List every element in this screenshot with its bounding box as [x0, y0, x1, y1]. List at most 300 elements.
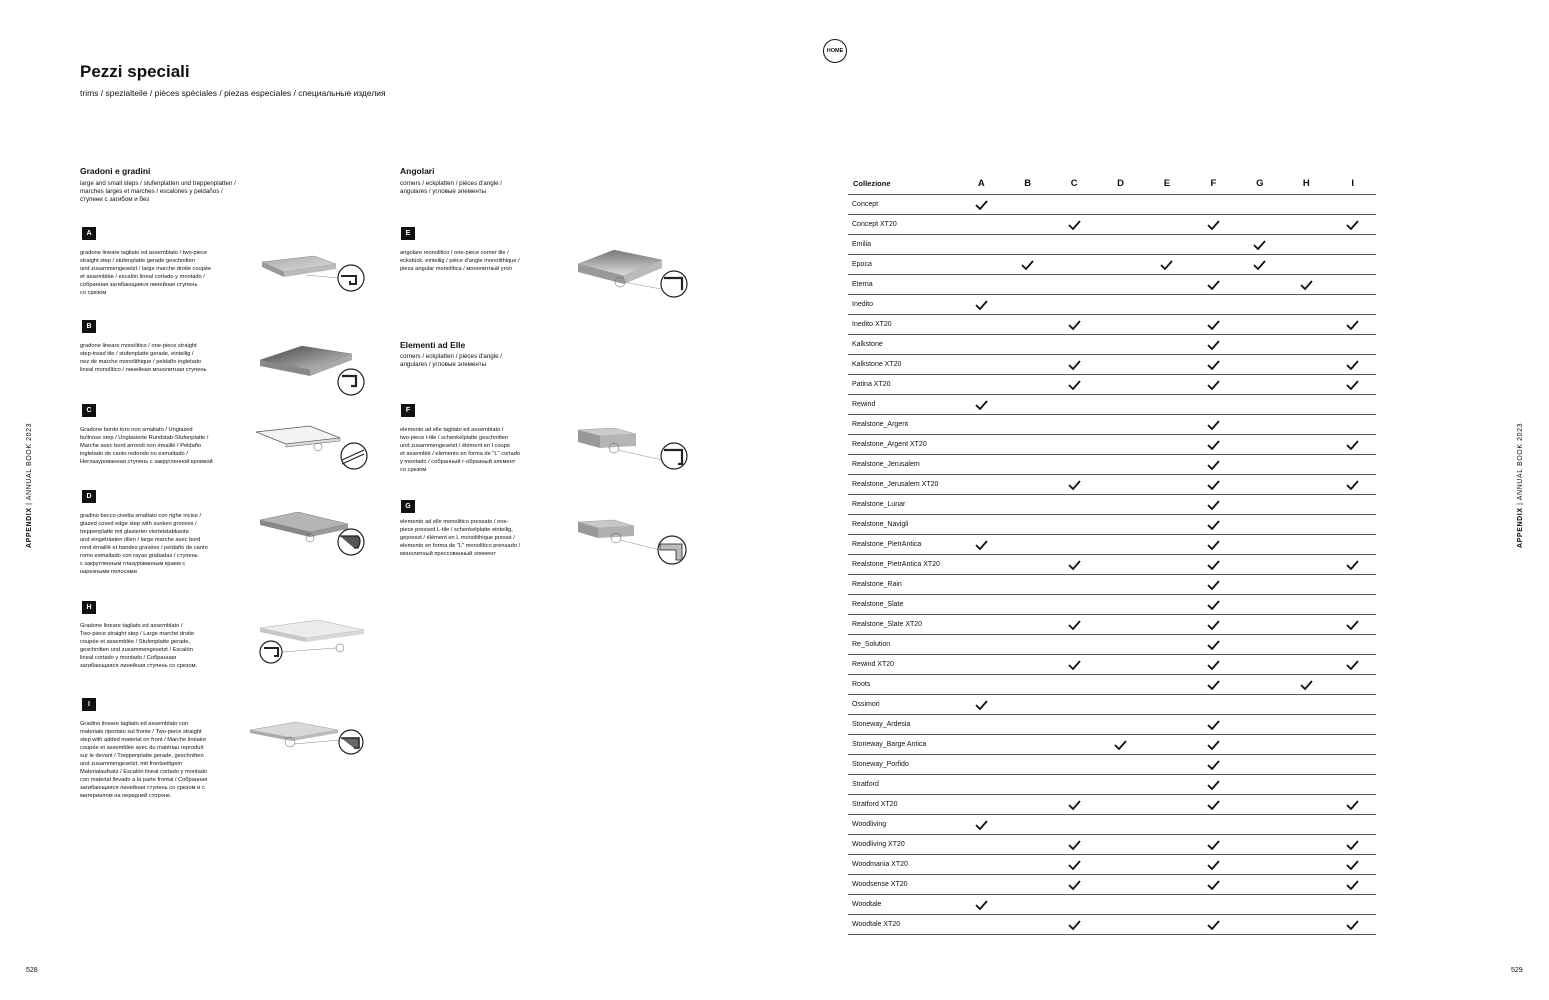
cell-c	[1051, 755, 1097, 775]
cell-g	[1237, 195, 1283, 215]
cell-a	[958, 215, 1004, 235]
cell-d	[1097, 915, 1143, 935]
cell-a	[958, 795, 1004, 815]
cell-f	[1190, 495, 1236, 515]
check-icon	[1207, 220, 1220, 230]
check-icon	[1207, 880, 1220, 890]
cell-e	[1144, 915, 1190, 935]
cell-c	[1051, 855, 1097, 875]
check-icon	[1068, 560, 1081, 570]
table-row	[848, 895, 1376, 915]
cell-a	[958, 295, 1004, 315]
cell-d	[1097, 535, 1143, 555]
cell-d	[1097, 515, 1143, 535]
cell-b	[1005, 715, 1051, 735]
cell-f	[1190, 295, 1236, 315]
cell-a	[958, 355, 1004, 375]
cell-d	[1097, 655, 1143, 675]
cell-b	[1005, 915, 1051, 935]
item-d-badge: D	[82, 490, 96, 503]
table-row	[848, 835, 1376, 855]
cell-h	[1283, 675, 1329, 695]
check-icon	[1207, 800, 1220, 810]
collection-name: Emilia	[848, 235, 958, 255]
steps-section-title: Gradoni e gradini	[80, 166, 151, 176]
left-sidebar-rest: | ANNUAL BOOK 2023	[26, 422, 33, 508]
item-d-illustration	[258, 508, 368, 558]
cell-c	[1051, 875, 1097, 895]
cell-d	[1097, 255, 1143, 275]
check-icon	[1207, 540, 1220, 550]
cell-a	[958, 315, 1004, 335]
cell-h	[1283, 635, 1329, 655]
cell-d	[1097, 295, 1143, 315]
cell-d	[1097, 635, 1143, 655]
cell-f	[1190, 575, 1236, 595]
cell-i	[1329, 875, 1376, 895]
check-icon	[1068, 860, 1081, 870]
cell-c	[1051, 315, 1097, 335]
item-e-illustration	[574, 246, 690, 302]
cell-h	[1283, 875, 1329, 895]
cell-d	[1097, 615, 1143, 635]
table-row	[848, 335, 1376, 355]
cell-g	[1237, 835, 1283, 855]
column-header-f: F	[1190, 172, 1236, 195]
cell-i	[1329, 495, 1376, 515]
cell-c	[1051, 415, 1097, 435]
cell-h	[1283, 515, 1329, 535]
page-number-right: 529	[1511, 967, 1523, 974]
cell-a	[958, 195, 1004, 215]
item-b-badge: B	[82, 320, 96, 333]
cell-d	[1097, 735, 1143, 755]
check-icon	[1207, 460, 1220, 470]
cell-d	[1097, 275, 1143, 295]
cell-h	[1283, 815, 1329, 835]
cell-h	[1283, 695, 1329, 715]
corners-section-subtitle: corners / eckplatten / pièces d'angle / angulares / угловые элементы	[400, 180, 502, 195]
cell-a	[958, 475, 1004, 495]
left-sidebar-bold: APPENDIX	[26, 507, 33, 548]
cell-h	[1283, 435, 1329, 455]
cell-h	[1283, 755, 1329, 775]
cell-i	[1329, 835, 1376, 855]
cell-d	[1097, 715, 1143, 735]
cell-i	[1329, 515, 1376, 535]
cell-h	[1283, 915, 1329, 935]
cell-c	[1051, 215, 1097, 235]
cell-d	[1097, 675, 1143, 695]
cell-i	[1329, 895, 1376, 915]
cell-i	[1329, 415, 1376, 435]
check-icon	[1068, 920, 1081, 930]
cell-f	[1190, 355, 1236, 375]
cell-g	[1237, 295, 1283, 315]
cell-f	[1190, 675, 1236, 695]
cell-h	[1283, 855, 1329, 875]
cell-h	[1283, 235, 1329, 255]
collection-name: Realstone_PietrAntica XT20	[848, 555, 958, 575]
cell-h	[1283, 715, 1329, 735]
cell-a	[958, 235, 1004, 255]
check-icon	[1207, 720, 1220, 730]
cell-b	[1005, 515, 1051, 535]
cell-b	[1005, 595, 1051, 615]
cell-i	[1329, 715, 1376, 735]
cell-g	[1237, 255, 1283, 275]
cell-c	[1051, 475, 1097, 495]
cell-c	[1051, 735, 1097, 755]
right-sidebar-bold: APPENDIX	[1517, 507, 1524, 548]
cell-b	[1005, 775, 1051, 795]
check-icon	[1346, 440, 1359, 450]
cell-h	[1283, 835, 1329, 855]
cell-g	[1237, 795, 1283, 815]
cell-b	[1005, 255, 1051, 275]
cell-e	[1144, 255, 1190, 275]
collection-name: Stoneway_Porfido	[848, 755, 958, 775]
collection-name: Woodliving XT20	[848, 835, 958, 855]
cell-h	[1283, 895, 1329, 915]
cell-f	[1190, 415, 1236, 435]
cell-g	[1237, 595, 1283, 615]
table-row	[848, 815, 1376, 835]
cell-f	[1190, 635, 1236, 655]
cell-g	[1237, 695, 1283, 715]
cell-g	[1237, 215, 1283, 235]
collection-name: Realstone_Navigli	[848, 515, 958, 535]
table-row	[848, 195, 1376, 215]
collection-name: Woodsense XT20	[848, 875, 958, 895]
cell-f	[1190, 555, 1236, 575]
cell-b	[1005, 335, 1051, 355]
cell-a	[958, 595, 1004, 615]
cell-f	[1190, 235, 1236, 255]
item-c-description: Gradone bordo toro non smaltato / Unglazed bullnose step / Unglasierte Rundstab-Stufenplatte / Marche avec bord arrondi non émaillé / Peldaño ingletado de canto redondo no esmaltado / Неглазурованная ступень с закругленной кромкой	[80, 427, 213, 465]
cell-c	[1051, 915, 1097, 935]
collection-name: Realstone_Lunar	[848, 495, 958, 515]
cell-c	[1051, 515, 1097, 535]
cell-f	[1190, 255, 1236, 275]
cell-b	[1005, 415, 1051, 435]
cell-c	[1051, 375, 1097, 395]
cell-a	[958, 395, 1004, 415]
cell-h	[1283, 535, 1329, 555]
check-icon	[1114, 740, 1127, 750]
column-header-c: C	[1051, 172, 1097, 195]
cell-b	[1005, 815, 1051, 835]
check-icon	[1207, 600, 1220, 610]
cell-h	[1283, 395, 1329, 415]
cell-g	[1237, 395, 1283, 415]
check-icon	[1207, 760, 1220, 770]
cell-b	[1005, 795, 1051, 815]
cell-e	[1144, 415, 1190, 435]
cell-c	[1051, 655, 1097, 675]
cell-b	[1005, 875, 1051, 895]
cell-e	[1144, 235, 1190, 255]
cell-f	[1190, 615, 1236, 635]
table-row	[848, 415, 1376, 435]
check-icon	[1068, 380, 1081, 390]
check-icon	[1068, 620, 1081, 630]
cell-a	[958, 915, 1004, 935]
item-i-illustration	[246, 718, 368, 760]
collection-name: Eterna	[848, 275, 958, 295]
collection-name: Rewind XT20	[848, 655, 958, 675]
table-body	[848, 195, 1376, 935]
cell-i	[1329, 275, 1376, 295]
cell-g	[1237, 335, 1283, 355]
cell-f	[1190, 195, 1236, 215]
check-icon	[1207, 580, 1220, 590]
collection-name: Kalkstone	[848, 335, 958, 355]
cell-i	[1329, 255, 1376, 275]
home-button[interactable]: HOME	[823, 39, 847, 63]
check-icon	[1207, 620, 1220, 630]
cell-i	[1329, 795, 1376, 815]
collection-name: Realstone_Argent	[848, 415, 958, 435]
cell-h	[1283, 315, 1329, 335]
cell-a	[958, 895, 1004, 915]
check-icon	[1346, 380, 1359, 390]
cell-a	[958, 835, 1004, 855]
cell-b	[1005, 235, 1051, 255]
item-a-badge: A	[82, 227, 96, 240]
table-row	[848, 875, 1376, 895]
table-row	[848, 355, 1376, 375]
cell-h	[1283, 295, 1329, 315]
right-sidebar-rest: | ANNUAL BOOK 2023	[1517, 422, 1524, 508]
check-icon	[975, 400, 988, 410]
cell-a	[958, 495, 1004, 515]
item-g-illustration	[574, 516, 690, 568]
item-h-illustration	[256, 618, 368, 666]
cell-d	[1097, 755, 1143, 775]
cell-d	[1097, 815, 1143, 835]
right-sidebar-label	[1517, 423, 1524, 548]
collection-name: Woodmania XT20	[848, 855, 958, 875]
cell-g	[1237, 495, 1283, 515]
cell-h	[1283, 415, 1329, 435]
cell-h	[1283, 455, 1329, 475]
steps-section-subtitle: large and small steps / stufenplatten und treppenplatten / marches larges et marches / escalones y peldaños / ступени с загибом и без	[80, 180, 236, 203]
cell-i	[1329, 195, 1376, 215]
check-icon	[1207, 420, 1220, 430]
collection-name: Epoca	[848, 255, 958, 275]
table-row	[848, 555, 1376, 575]
cell-e	[1144, 215, 1190, 235]
page-title: Pezzi speciali	[80, 62, 190, 81]
cell-h	[1283, 775, 1329, 795]
check-icon	[1207, 480, 1220, 490]
item-e-description: angolare monolitico / one-piece corner tile / eckstück, einteilig / pièce d'angle monolithique / pieza angular monolítica / монолитный угол	[400, 250, 520, 272]
cell-e	[1144, 655, 1190, 675]
cell-d	[1097, 895, 1143, 915]
cell-g	[1237, 635, 1283, 655]
cell-d	[1097, 495, 1143, 515]
item-c-badge: C	[82, 404, 96, 417]
cell-e	[1144, 455, 1190, 475]
table-row	[848, 695, 1376, 715]
cell-h	[1283, 615, 1329, 635]
check-icon	[1346, 360, 1359, 370]
cell-e	[1144, 295, 1190, 315]
cell-f	[1190, 315, 1236, 335]
cell-c	[1051, 535, 1097, 555]
check-icon	[1068, 800, 1081, 810]
cell-i	[1329, 635, 1376, 655]
item-f-badge: F	[401, 404, 415, 417]
check-icon	[1068, 840, 1081, 850]
check-icon	[1207, 440, 1220, 450]
cell-f	[1190, 395, 1236, 415]
column-header-i: I	[1329, 172, 1376, 195]
cell-e	[1144, 195, 1190, 215]
cell-g	[1237, 315, 1283, 335]
table-row	[848, 795, 1376, 815]
cell-g	[1237, 415, 1283, 435]
cell-b	[1005, 535, 1051, 555]
check-icon	[1068, 660, 1081, 670]
cell-g	[1237, 915, 1283, 935]
cell-i	[1329, 735, 1376, 755]
collection-name: Stoneway_Barge Antica	[848, 735, 958, 755]
cell-e	[1144, 835, 1190, 855]
collection-name: Realstone_Rain	[848, 575, 958, 595]
cell-a	[958, 775, 1004, 795]
cell-f	[1190, 335, 1236, 355]
check-icon	[975, 200, 988, 210]
cell-c	[1051, 355, 1097, 375]
cell-c	[1051, 335, 1097, 355]
check-icon	[1068, 480, 1081, 490]
cell-a	[958, 655, 1004, 675]
cell-f	[1190, 655, 1236, 675]
check-icon	[1346, 320, 1359, 330]
cell-d	[1097, 595, 1143, 615]
cell-c	[1051, 635, 1097, 655]
cell-h	[1283, 795, 1329, 815]
check-icon	[1207, 660, 1220, 670]
collection-name: Woodliving	[848, 815, 958, 835]
cell-d	[1097, 415, 1143, 435]
check-icon	[1207, 640, 1220, 650]
cell-e	[1144, 435, 1190, 455]
cell-g	[1237, 875, 1283, 895]
cell-i	[1329, 615, 1376, 635]
table-row	[848, 715, 1376, 735]
cell-b	[1005, 455, 1051, 475]
column-header-h: H	[1283, 172, 1329, 195]
cell-e	[1144, 595, 1190, 615]
check-icon	[1207, 920, 1220, 930]
check-icon	[1346, 840, 1359, 850]
cell-b	[1005, 475, 1051, 495]
check-icon	[1300, 680, 1313, 690]
check-icon	[1207, 500, 1220, 510]
cell-f	[1190, 755, 1236, 775]
cell-a	[958, 435, 1004, 455]
cell-a	[958, 255, 1004, 275]
cell-e	[1144, 555, 1190, 575]
cell-i	[1329, 675, 1376, 695]
elle-section-subtitle: corners / eckplatten / pièces d'angle / angulares / угловые элементы	[400, 353, 502, 368]
cell-e	[1144, 635, 1190, 655]
cell-f	[1190, 515, 1236, 535]
cell-d	[1097, 875, 1143, 895]
table-row	[848, 615, 1376, 635]
cell-d	[1097, 775, 1143, 795]
cell-c	[1051, 895, 1097, 915]
collection-name: Rewind	[848, 395, 958, 415]
collection-name: Realstone_Jerusalem XT20	[848, 475, 958, 495]
check-icon	[1021, 260, 1034, 270]
cell-d	[1097, 195, 1143, 215]
cell-a	[958, 515, 1004, 535]
cell-c	[1051, 795, 1097, 815]
cell-e	[1144, 895, 1190, 915]
left-sidebar-label	[26, 423, 33, 548]
check-icon	[1346, 860, 1359, 870]
cell-b	[1005, 635, 1051, 655]
cell-i	[1329, 235, 1376, 255]
cell-i	[1329, 655, 1376, 675]
cell-f	[1190, 715, 1236, 735]
item-g-description: elemento ad elle monolitico pressato / one- piece pressed L-tile / schenkelplatte einteilig, gepresst / élément en L monolithique pressé / elemento en forma de "L" monolítico prensado / монолитный прессованный элемент	[400, 519, 521, 557]
cell-a	[958, 815, 1004, 835]
cell-c	[1051, 675, 1097, 695]
cell-i	[1329, 395, 1376, 415]
table-row	[848, 215, 1376, 235]
cell-h	[1283, 255, 1329, 275]
collection-name: Stratford	[848, 775, 958, 795]
cell-e	[1144, 755, 1190, 775]
table-row	[848, 435, 1376, 455]
column-header-g: G	[1237, 172, 1283, 195]
check-icon	[1346, 800, 1359, 810]
cell-h	[1283, 495, 1329, 515]
table-row	[848, 255, 1376, 275]
cell-i	[1329, 475, 1376, 495]
check-icon	[975, 900, 988, 910]
check-icon	[1207, 340, 1220, 350]
cell-d	[1097, 795, 1143, 815]
item-a-illustration	[258, 250, 368, 298]
cell-g	[1237, 895, 1283, 915]
page-number-left: 528	[26, 967, 38, 974]
cell-d	[1097, 375, 1143, 395]
collection-name: Stratford XT20	[848, 795, 958, 815]
cell-a	[958, 275, 1004, 295]
cell-c	[1051, 615, 1097, 635]
cell-g	[1237, 355, 1283, 375]
cell-h	[1283, 375, 1329, 395]
cell-i	[1329, 315, 1376, 335]
cell-g	[1237, 535, 1283, 555]
check-icon	[1207, 560, 1220, 570]
table-header-row	[848, 172, 1376, 195]
cell-i	[1329, 755, 1376, 775]
cell-a	[958, 675, 1004, 695]
cell-a	[958, 455, 1004, 475]
table-row	[848, 235, 1376, 255]
cell-e	[1144, 315, 1190, 335]
cell-d	[1097, 455, 1143, 475]
cell-c	[1051, 395, 1097, 415]
cell-e	[1144, 515, 1190, 535]
